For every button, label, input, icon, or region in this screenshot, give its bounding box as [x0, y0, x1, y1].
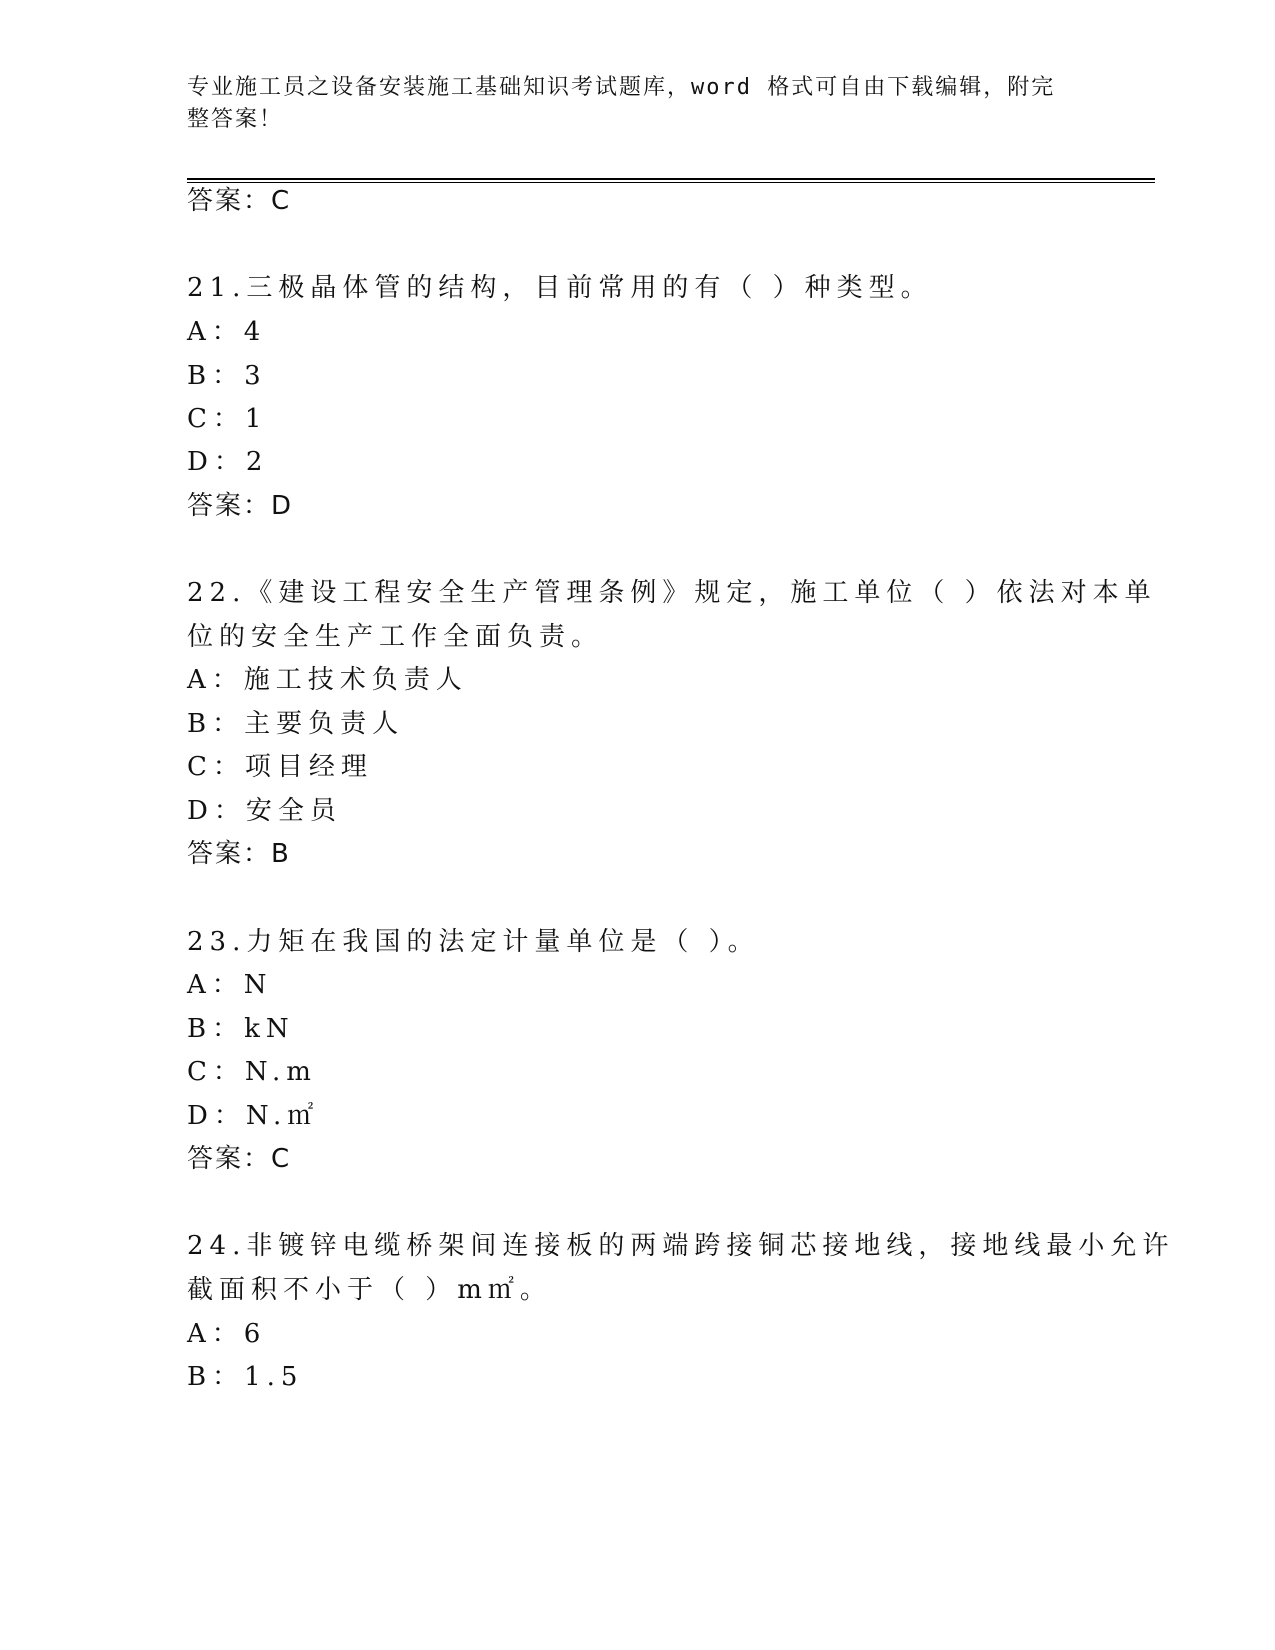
option-text: 2 [245, 447, 269, 477]
option-key: B： [187, 1362, 245, 1392]
option-text: N [243, 970, 273, 1000]
option-key: A： [187, 970, 244, 1000]
option-b [187, 1011, 295, 1047]
option-a [187, 314, 266, 350]
answer-line: 答案：C [187, 186, 292, 216]
option-text: 安全员 [245, 796, 342, 826]
option-key: C： [187, 404, 245, 434]
option-c [187, 1054, 317, 1090]
option-key: A： [187, 665, 244, 695]
option-text: N.㎡ [245, 1101, 320, 1131]
question-24-text: 24.非镀锌电缆桥架间连接板的两端跨接铜芯接地线，接地线最小允许 [187, 1231, 1175, 1261]
question-23-text: 23.力矩在我国的法定计量单位是（ ）。 [187, 927, 760, 957]
option-text: N.m [244, 1057, 317, 1087]
option-a [187, 662, 468, 698]
question-22-text: 22.《建设工程安全生产管理条例》规定，施工单位（ ）依法对本单 [187, 578, 1157, 608]
option-key: D： [187, 447, 246, 477]
option-text: kN [244, 1014, 295, 1044]
option-text: 6 [243, 1319, 267, 1349]
option-key: D： [187, 796, 246, 826]
option-key: A： [187, 317, 244, 347]
header-divider [187, 178, 1155, 180]
answer-line: 答案：B [187, 839, 291, 869]
option-c [187, 749, 373, 785]
option-text: 项目经理 [244, 752, 373, 782]
option-b [187, 706, 404, 742]
option-key: A： [187, 1319, 244, 1349]
option-text: 主要负责人 [244, 709, 405, 739]
option-c [187, 401, 267, 437]
option-key: C： [187, 752, 245, 782]
question-21-text: 21.三极晶体管的结构，目前常用的有（ ）种类型。 [187, 273, 933, 303]
option-key: D： [187, 1101, 246, 1131]
option-key: B： [187, 709, 245, 739]
option-text: 1.5 [244, 1362, 304, 1392]
option-b [187, 1359, 303, 1395]
page-header [187, 72, 1067, 136]
question-22-text-cont: 位的安全生产工作全面负责。 [187, 622, 604, 652]
option-key: B： [187, 361, 245, 391]
header-line-2: 整答案！ [187, 107, 284, 132]
option-d [187, 793, 342, 829]
option-key: C： [187, 1057, 245, 1087]
option-key: B： [187, 1014, 245, 1044]
option-d [187, 444, 268, 480]
option-text: 4 [243, 317, 267, 347]
option-b [187, 358, 267, 394]
option-a [187, 967, 273, 1003]
option-text: 1 [244, 404, 268, 434]
question-24-text-cont: 截面积不小于（ ）m㎡。 [187, 1275, 552, 1305]
option-a [187, 1316, 266, 1352]
option-d [187, 1098, 319, 1134]
header-line-1: 专业施工员之设备安装施工基础知识考试题库，word 格式可自由下载编辑，附完 [187, 75, 1056, 100]
option-text: 3 [244, 361, 267, 391]
answer-line: 答案：C [187, 1144, 292, 1174]
answer-line: 答案：D [187, 491, 294, 521]
header-divider-thin [187, 182, 1155, 183]
option-text: 施工技术负责人 [243, 665, 468, 695]
